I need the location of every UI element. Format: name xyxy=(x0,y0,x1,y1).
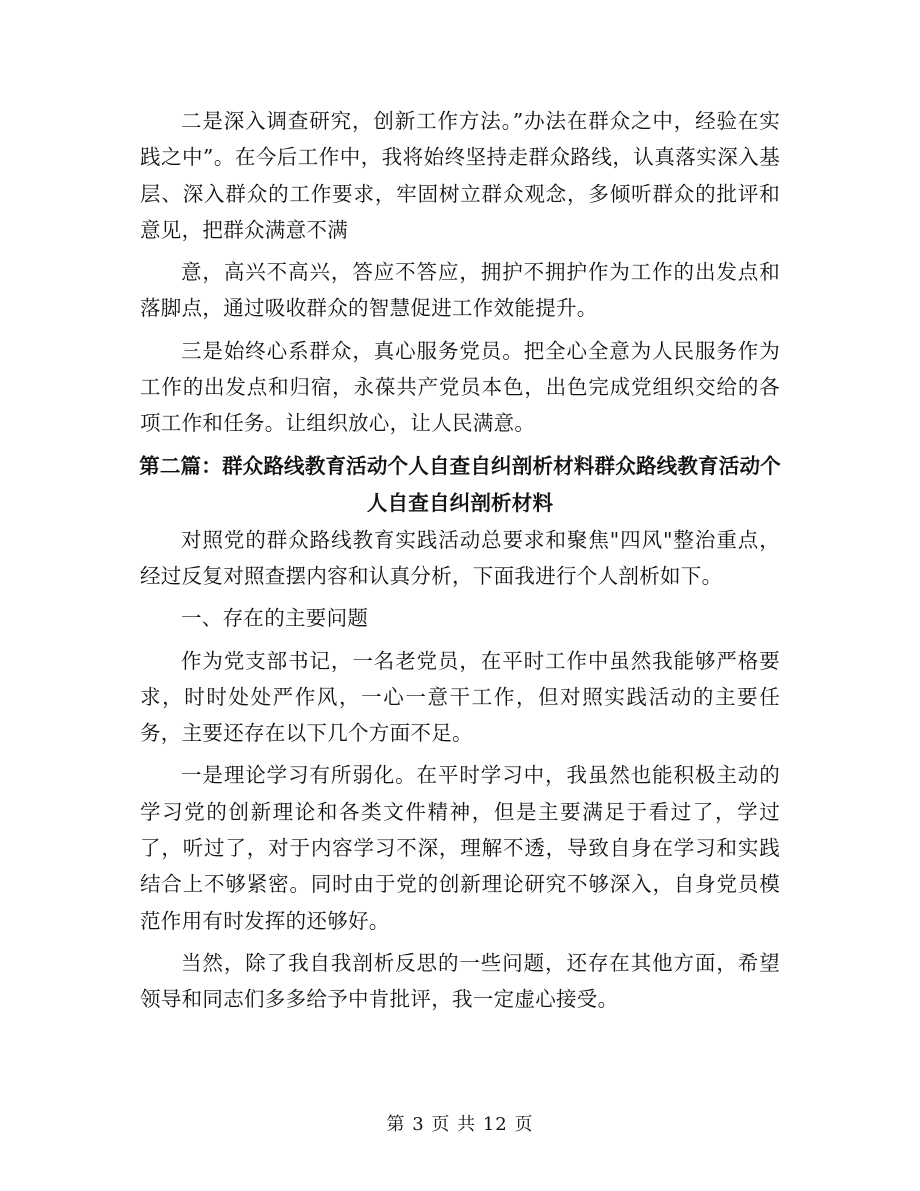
paragraph-intro: 对照党的群众路线教育实践活动总要求和聚焦"四风"整治重点，经过反复对照查摆内容和认真分析，下面我进行个人剖析如下。 xyxy=(140,527,780,588)
section-heading: 第二篇：群众路线教育活动个人自查自纠剖析材料群众路线教育活动个人自查自纠剖析材料 xyxy=(139,453,781,515)
document-body xyxy=(140,103,780,1018)
paragraph-method: 二是深入调查研究，创新工作方法。”办法在群众之中，经验在实践之中”。在今后工作中，我将始终坚持走群众路线，认真落实深入基层、深入群众的工作要求，牢固树立群众观念，多倾听群众的批评和意见，把群众满意不满 xyxy=(140,109,780,242)
paragraph-serve-members: 三是始终心系群众，真心服务党员。把全心全意为人民服务作为工作的出发点和归宿，永葆共产党员本色，出色完成党组织交给的各项工作和任务。让组织放心，让人民满意。 xyxy=(140,338,780,436)
paragraph-satisfaction: 意，高兴不高兴，答应不答应，拥护不拥护作为工作的出发点和落脚点，通过吸收群众的智慧促进工作效能提升。 xyxy=(140,260,780,321)
page-number-footer: 第 3 页 共 12 页 xyxy=(386,1114,534,1135)
subheading-main-problems: 一、存在的主要问题 xyxy=(181,606,369,631)
paragraph-theory-study: 一是理论学习有所弱化。在平时学习中，我虽然也能积极主动的学习党的创新理论和各类文件精神，但是主要满足于看过了，学过了，听过了，对于内容学习不深，理解不透，导致自身在学习和实践结合上不够紧密。同时由于党的创新理论研究不够深入，自身党员模范作用有时发挥的还够好。 xyxy=(140,763,780,933)
paragraph-conclusion: 当然，除了我自我剖析反思的一些问题，还存在其他方面，希望领导和同志们多多给予中肯批评，我一定虚心接受。 xyxy=(140,950,780,1012)
paragraph-secretary: 作为党支部书记，一名老党员，在平时工作中虽然我能够严格要求，时时处处严作风，一心一意干工作，但对照实践活动的主要任务，主要还存在以下几个方面不足。 xyxy=(140,648,780,746)
